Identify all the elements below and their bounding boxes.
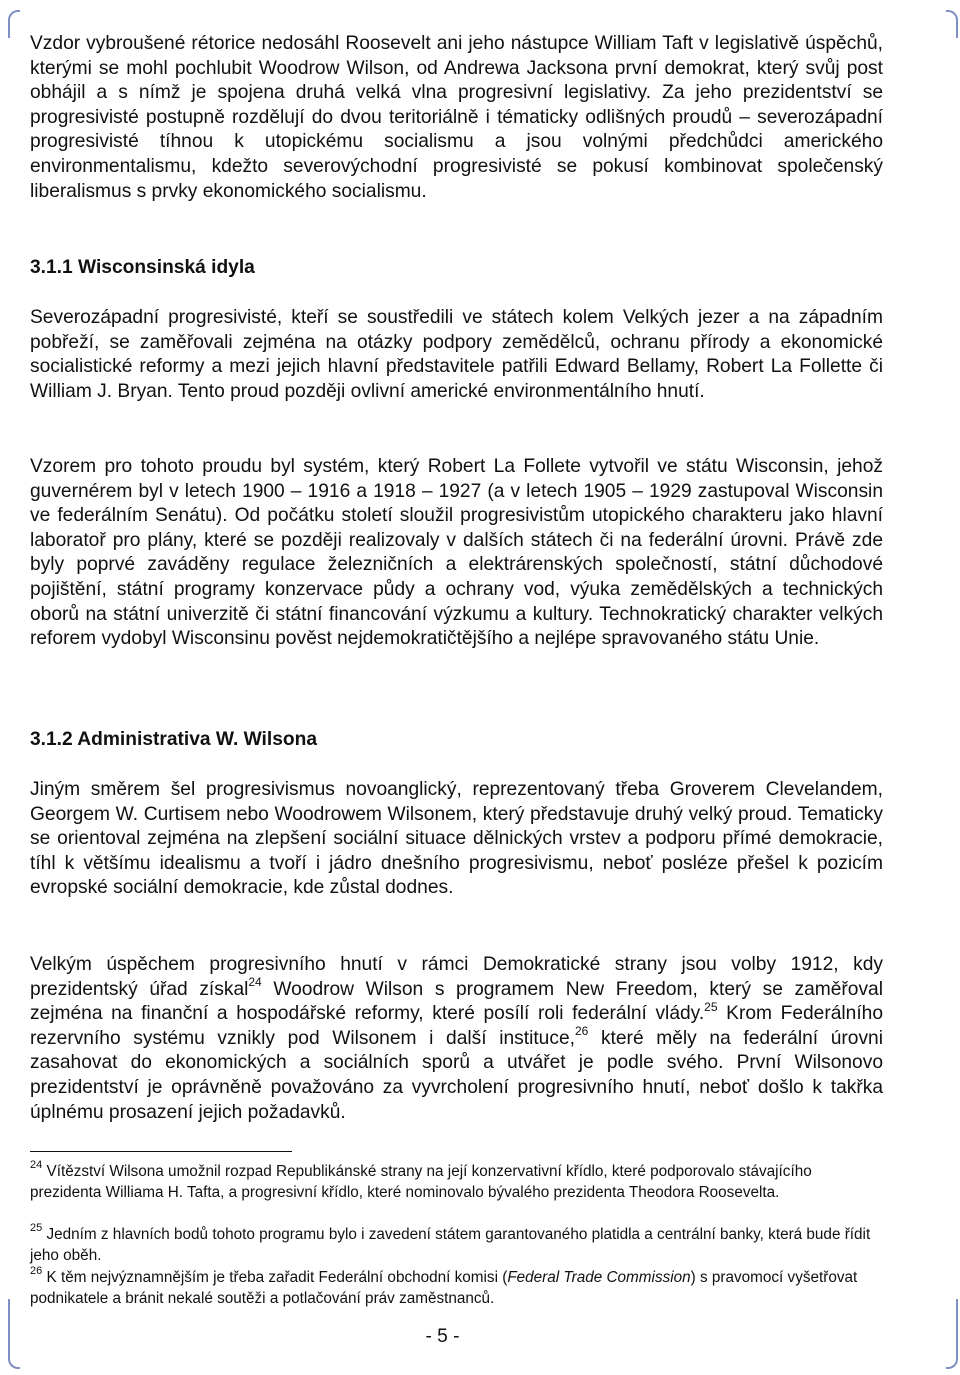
section-heading-3-1-2: 3.1.2 Administrativa W. Wilsona — [30, 729, 318, 750]
corner-mark-top-right — [946, 10, 958, 38]
footnote-24 — [30, 1158, 883, 1203]
footnote-ref-25[interactable]: 25 — [704, 999, 718, 1014]
text-segment: které měly na federální úrovni zasahovat do ekonomických a sociálních sporů a utvářet je podle svého. První Wilsonovo prezidentství je oprávněně považováno za vyvrcholení progresivního hnutí, neboť došlo k takřka úplnému prosazení jejich požadavků. — [30, 1027, 883, 1123]
footnote-number: 24 — [30, 1158, 43, 1171]
footnote-ref-26[interactable]: 26 — [574, 1024, 589, 1039]
footnote-25 — [30, 1221, 883, 1266]
paragraph-wisconsin-model: Vzorem pro tohoto proudu byl systém, který Robert La Follete vytvořil ve státu Wisconsin, jehož guvernérem byl v letech 1900 – 1916 a 1918 – 1927 (a v letech 1905 – 1929 zastupoval Wisconsin ve federálním Senátu). Od počátku století sloužil progresivistům utopického charakteru jako hlavní laboratoř pro plány, které se později realizovaly v dalších státech či na federální úrovni. Právě zde byly poprvé zaváděny regulace železničních a elektrárenských společností, státní důchodové pojištění, státní programy konzervace půdy a ochrany vod, výuka zemědělských a technických oborů na státní univerzitě či státní financování výzkumu a kultury. Technokratický charakter velkých reforem vydobyl Wisconsinu pověst nejdemokratičtějšího a nejlépe spravovaného státu Unie. — [30, 456, 883, 650]
section-heading-3-1-1: 3.1.1 Wisconsinská idyla — [30, 257, 255, 278]
footnote-number: 25 — [30, 1221, 43, 1234]
footnote-text: Vítězství Wilsona umožnil rozpad Republikánské strany na její konzervativní křídlo, které podporovalo stávajícího prezidenta Williama H. Tafta, a progresivní křídlo, které nominovalo bývalého prezidenta Theodora Roosevelta. — [30, 1163, 812, 1201]
footnote-number: 26 — [30, 1264, 43, 1277]
footnote-text: ) s pravomocí vyšetřovat podnikatele a bránit nekalé soutěži a potlačování práv zaměstnanců. — [30, 1269, 858, 1307]
text-segment: Woodrow Wilson s programem New Freedom, který se zaměřoval zejména na finanční a hospodářské reformy, které posílí roli federální vlády. — [30, 978, 883, 1025]
footnote-text: K těm nejvýznamnějším je třeba zařadit Federální obchodní komisi ( — [46, 1269, 508, 1286]
text-segment: Krom Federálního rezervního systému vznikly pod Wilsonem i další instituce, — [30, 1003, 884, 1049]
footnote-separator — [30, 1151, 292, 1152]
corner-mark-bottom-right — [946, 1299, 958, 1369]
paragraph-wilson-election — [30, 953, 883, 1125]
footnote-ref-24[interactable]: 24 — [248, 975, 262, 990]
footnote-text: Jedním z hlavních bodů tohoto programu bylo i zavedení státem garantovaného platidla a centrální banky, která bude řídit jeho oběh. — [30, 1226, 871, 1264]
footnote-italic-text: Federal Trade Commission — [507, 1269, 691, 1286]
footnote-26 — [30, 1264, 883, 1309]
corner-mark-top-left — [8, 10, 20, 38]
text-segment: Velkým úspěchem progresivního hnutí v rámci Demokratické strany jsou volby 1912, kdy prezidentský úřad získal — [30, 954, 883, 1000]
intro-paragraph: Vzdor vybroušené rétorice nedosáhl Roosevelt ani jeho nástupce William Taft v legislativě úspěchů, kterými se mohl pochlubit Woodrow Wilson, od Andrewa Jacksona první demokrat, který svůj post obhájil a s nímž je spojena druhá velká vlna progresivní legislativy. Za jeho prezidentství se progresivisté postupně rozdělují do dvou teritoriálně i tématicky odlišných proudů – severozápadní progresivisté tíhnou k utopickému socialismu a jsou volnými předchůdci amerického environmentalismu, kdežto severovýchodní progresivisté se pokusí kombinovat společenský liberalismus s prvky ekonomického socialismu. — [30, 33, 883, 202]
page-number: - 5 - — [425, 1326, 460, 1347]
paragraph-northwest-progressives: Severozápadní progresivisté, kteří se soustředili ve státech kolem Velkých jezer a na západním pobřeží, se zaměřovali zejména na otázky podpory zemědělců, ochranu přírody a ekonomické socialistické reformy a mezi jejich hlavní představitele patřili Edward Bellamy, Robert La Follette či William J. Bryan. Tento proud později ovlivní americké environmentálního hnutí. — [30, 307, 883, 402]
paragraph-new-england-progressivism: Jiným směrem šel progresivismus novoanglický, reprezentovaný třeba Groverem Clevelandem, Georgem W. Curtisem nebo Woodrowem Wilsonem, který představuje druhý velký proud. Tematicky se orientoval zejména na zlepšení sociální situace dělnických vrstev a podporu přímé demokracie, tíhl k většímu idealismu a tvoří i jádro dnešního progresivismu, neboť posléze přešel k pozicím evropské sociální demokracie, kde zůstal dodnes. — [30, 779, 883, 899]
